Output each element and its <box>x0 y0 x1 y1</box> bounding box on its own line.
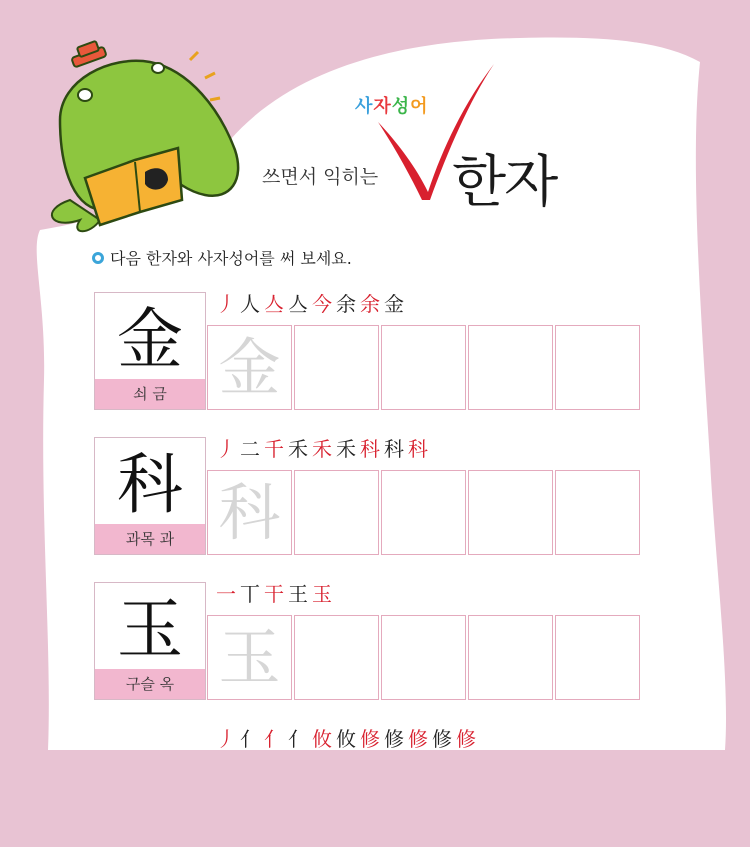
hanja-meaning-label: 쇠 금 <box>95 379 205 409</box>
stroke-step: 二 <box>240 437 260 461</box>
stroke-step: 金 <box>384 292 404 316</box>
trace-cell[interactable] <box>207 615 292 700</box>
writing-grid <box>207 325 642 410</box>
stroke-step: 修 <box>360 727 380 751</box>
header-small-title <box>355 92 429 118</box>
stroke-step: 修 <box>384 727 404 751</box>
trace-cell[interactable] <box>207 325 292 410</box>
writing-cell[interactable] <box>294 470 379 555</box>
writing-grid <box>207 615 642 700</box>
stroke-step: 修 <box>408 727 428 751</box>
writing-cell[interactable] <box>294 325 379 410</box>
trace-character: 玉 <box>218 621 281 694</box>
stroke-step: 亼 <box>288 292 308 316</box>
header-small-char-0: 사 <box>355 96 374 117</box>
header-subtitle: 쓰면서 익히는 <box>262 166 379 188</box>
stroke-step: 余 <box>336 292 356 316</box>
hanja-character: 玉 <box>117 591 183 668</box>
stroke-step: 一 <box>216 582 236 606</box>
writing-cell[interactable] <box>468 615 553 700</box>
stroke-step: 禾 <box>336 437 356 461</box>
header-small-char-3: 어 <box>410 96 429 117</box>
hanja-character: 金 <box>117 301 183 378</box>
stroke-step: 丿 <box>216 437 236 461</box>
writing-cell[interactable] <box>381 470 466 555</box>
stroke-step: 攸 <box>312 727 332 751</box>
circle-bullet-icon <box>92 252 104 264</box>
stroke-step: 科 <box>408 437 428 461</box>
writing-cell[interactable] <box>555 325 640 410</box>
stroke-step: 亻 <box>264 727 284 751</box>
stroke-step: 亻 <box>240 727 260 751</box>
header-small-char-2: 성 <box>391 96 411 117</box>
hanja-meaning-label: 과목 과 <box>95 524 205 554</box>
stroke-step: 亼 <box>264 292 284 316</box>
practice-row <box>94 437 654 557</box>
writing-cell[interactable] <box>555 470 640 555</box>
writing-cell[interactable] <box>468 470 553 555</box>
stroke-step: 科 <box>384 437 404 461</box>
stroke-step: 人 <box>240 292 260 316</box>
stroke-step: 修 <box>432 727 452 751</box>
character-card <box>94 437 206 555</box>
stroke-step: 修 <box>456 727 476 751</box>
writing-cell[interactable] <box>555 615 640 700</box>
stroke-step: 干 <box>264 582 284 606</box>
stroke-step: 丿 <box>216 292 236 316</box>
writing-cell[interactable] <box>294 615 379 700</box>
stroke-order-sequence <box>216 288 404 317</box>
stroke-step: 王 <box>288 582 308 606</box>
instruction-text: 다음 한자와 사자성어를 써 보세요. <box>110 249 352 268</box>
character-card <box>94 292 206 410</box>
hanja-character: 科 <box>117 446 183 523</box>
trace-character: 科 <box>218 476 281 549</box>
character-card <box>94 582 206 700</box>
stroke-step: 丅 <box>240 582 260 606</box>
header-small-char-1: 자 <box>373 96 392 117</box>
writing-grid <box>207 470 642 555</box>
stroke-step: 丿 <box>216 727 236 751</box>
stroke-step: 今 <box>312 292 332 316</box>
writing-cell[interactable] <box>381 325 466 410</box>
stroke-order-sequence <box>216 433 428 462</box>
stroke-step: 玉 <box>312 582 332 606</box>
practice-row <box>94 582 654 702</box>
practice-row <box>94 292 654 412</box>
stroke-step: 禾 <box>312 437 332 461</box>
stroke-order-sequence <box>216 723 476 752</box>
hanja-meaning-label: 구슬 옥 <box>95 669 205 699</box>
trace-character: 金 <box>218 331 281 404</box>
stroke-step: 千 <box>264 437 284 461</box>
writing-cell[interactable] <box>381 615 466 700</box>
header-title: 한자 <box>452 150 557 215</box>
stroke-order-sequence <box>216 578 332 607</box>
stroke-step: 科 <box>360 437 380 461</box>
practice-row <box>94 727 654 847</box>
stroke-step: 亻 <box>288 727 308 751</box>
stroke-step: 余 <box>360 292 380 316</box>
instruction-line <box>92 246 352 269</box>
stroke-step: 禾 <box>288 437 308 461</box>
writing-cell[interactable] <box>468 325 553 410</box>
trace-cell[interactable] <box>207 470 292 555</box>
stroke-step: 攸 <box>336 727 356 751</box>
